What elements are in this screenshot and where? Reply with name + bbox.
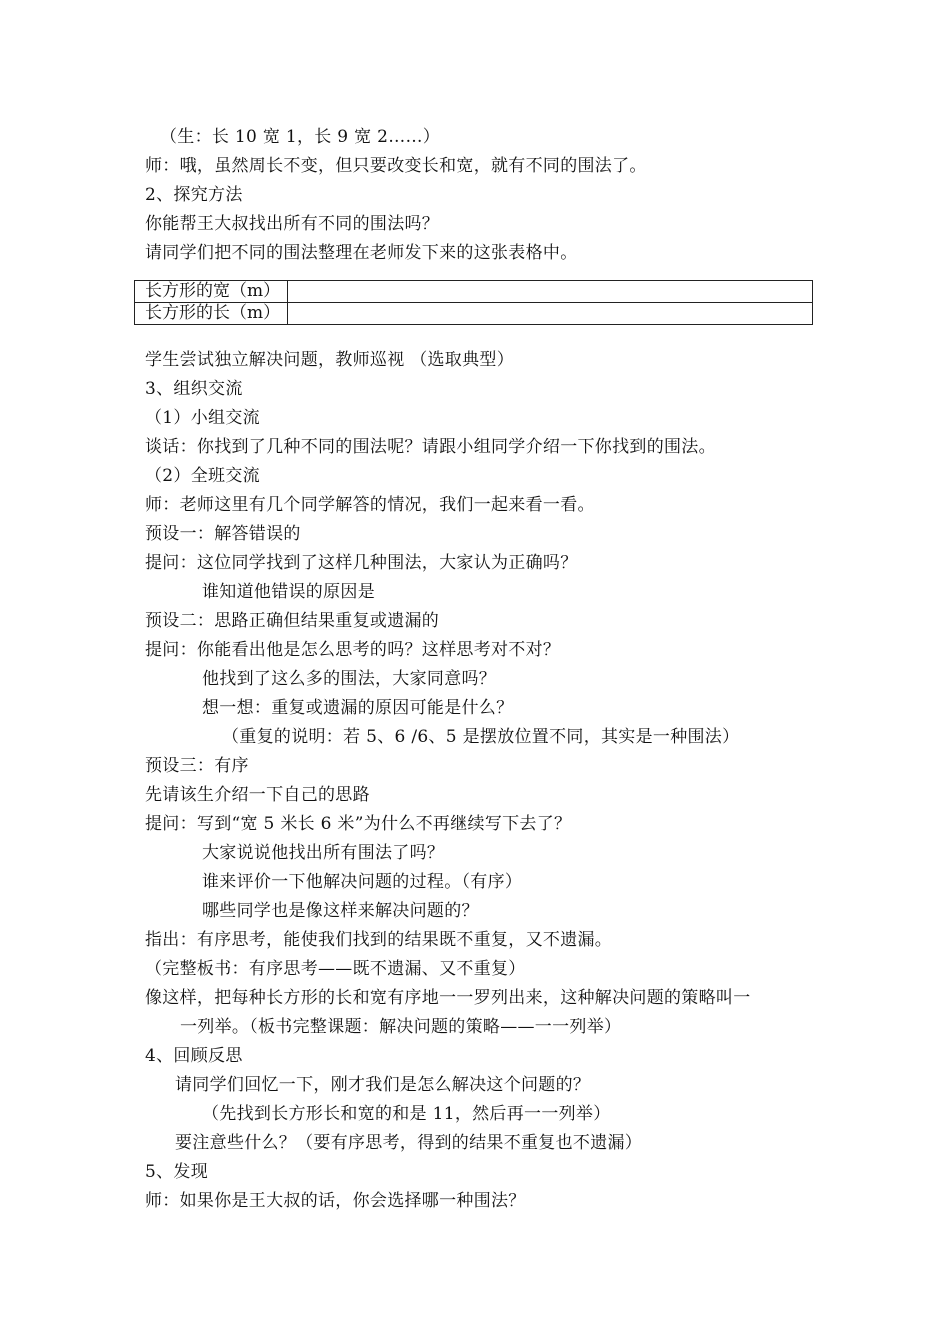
section-heading-discover: 5、发现 — [145, 1162, 209, 1182]
body-line: 提问：这位同学找到了这样几种围法，大家认为正确吗？ — [145, 553, 578, 573]
body-line: 像这样，把每种长方形的长和宽有序地一一罗列出来，这种解决问题的策略叫一 — [145, 988, 751, 1008]
body-line: 谈话：你找到了几种不同的围法呢？请跟小组同学介绍一下你找到的围法。 — [145, 437, 716, 457]
board-note-line: （完整板书：有序思考——既不遗漏、又不重复） — [145, 959, 526, 979]
body-line: 提问：写到“宽 5 米长 6 米”为什么不再继续写下去了？ — [145, 814, 572, 834]
body-line-indented: 请同学们回忆一下，刚才我们是怎么解决这个问题的？ — [175, 1075, 591, 1095]
body-line-indented: 谁来评价一下他解决问题的过程。（有序） — [202, 872, 523, 892]
body-line: 师：如果你是王大叔的话，你会选择哪一种围法？ — [145, 1191, 526, 1211]
body-line-continued: 一列举。（板书完整课题：解决问题的策略——一一列举） — [180, 1017, 622, 1037]
body-line-indented: 大家说说他找出所有围法了吗？ — [202, 843, 445, 863]
body-line-indented: 他找到了这么多的围法，大家同意吗？ — [202, 669, 497, 689]
width-label-cell: 长方形的宽（m） — [135, 281, 288, 303]
width-values-cell — [288, 281, 813, 303]
body-line: 学生尝试独立解决问题，教师巡视 （选取典型） — [145, 350, 515, 370]
body-line: 提问：你能看出他是怎么思考的吗？这样思考对不对？ — [145, 640, 561, 660]
section-heading-explore: 2、探究方法 — [145, 185, 243, 205]
teacher-remark-line: 师：哦，虽然周长不变，但只要改变长和宽，就有不同的围法了。 — [145, 156, 647, 176]
body-line-indented: 谁知道他错误的原因是 — [202, 582, 375, 602]
subheading-group: （1）小组交流 — [145, 408, 260, 428]
preset-three-heading: 预设三：有序 — [145, 756, 249, 776]
question-line: 你能帮王大叔找出所有不同的围法吗？ — [145, 214, 440, 234]
length-values-cell — [288, 303, 813, 325]
body-line-indented: 想一想：重复或遗漏的原因可能是什么？ — [202, 698, 514, 718]
body-line-indented: 哪些同学也是像这样来解决问题的？ — [202, 901, 479, 921]
preset-one-heading: 预设一：解答错误的 — [145, 524, 301, 544]
preset-two-heading: 预设二：思路正确但结果重复或遗漏的 — [145, 611, 440, 631]
section-heading-exchange: 3、组织交流 — [145, 379, 243, 399]
student-answer-line: （生：长 10 宽 1，长 9 宽 2……） — [160, 127, 441, 147]
body-line: 师：老师这里有几个同学解答的情况，我们一起来看一看。 — [145, 495, 595, 515]
length-label-cell: 长方形的长（m） — [135, 303, 288, 325]
instruction-line: 请同学们把不同的围法整理在老师发下来的这张表格中。 — [145, 243, 578, 263]
body-line-indented: （重复的说明：若 5、6 /6、5 是摆放位置不同，其实是一种围法） — [222, 727, 740, 747]
table-row — [135, 281, 813, 303]
table-row — [135, 303, 813, 325]
body-line-indented: （先找到长方形长和宽的和是 11，然后再一一列举） — [202, 1104, 611, 1124]
subheading-class: （2）全班交流 — [145, 466, 260, 486]
body-line-indented: 要注意些什么？（要有序思考，得到的结果不重复也不遗漏） — [175, 1133, 643, 1153]
rectangle-table — [134, 280, 813, 325]
body-line: 指出：有序思考，能使我们找到的结果既不重复，又不遗漏。 — [145, 930, 613, 950]
section-heading-review: 4、回顾反思 — [145, 1046, 243, 1066]
body-line: 先请该生介绍一下自己的思路 — [145, 785, 370, 805]
